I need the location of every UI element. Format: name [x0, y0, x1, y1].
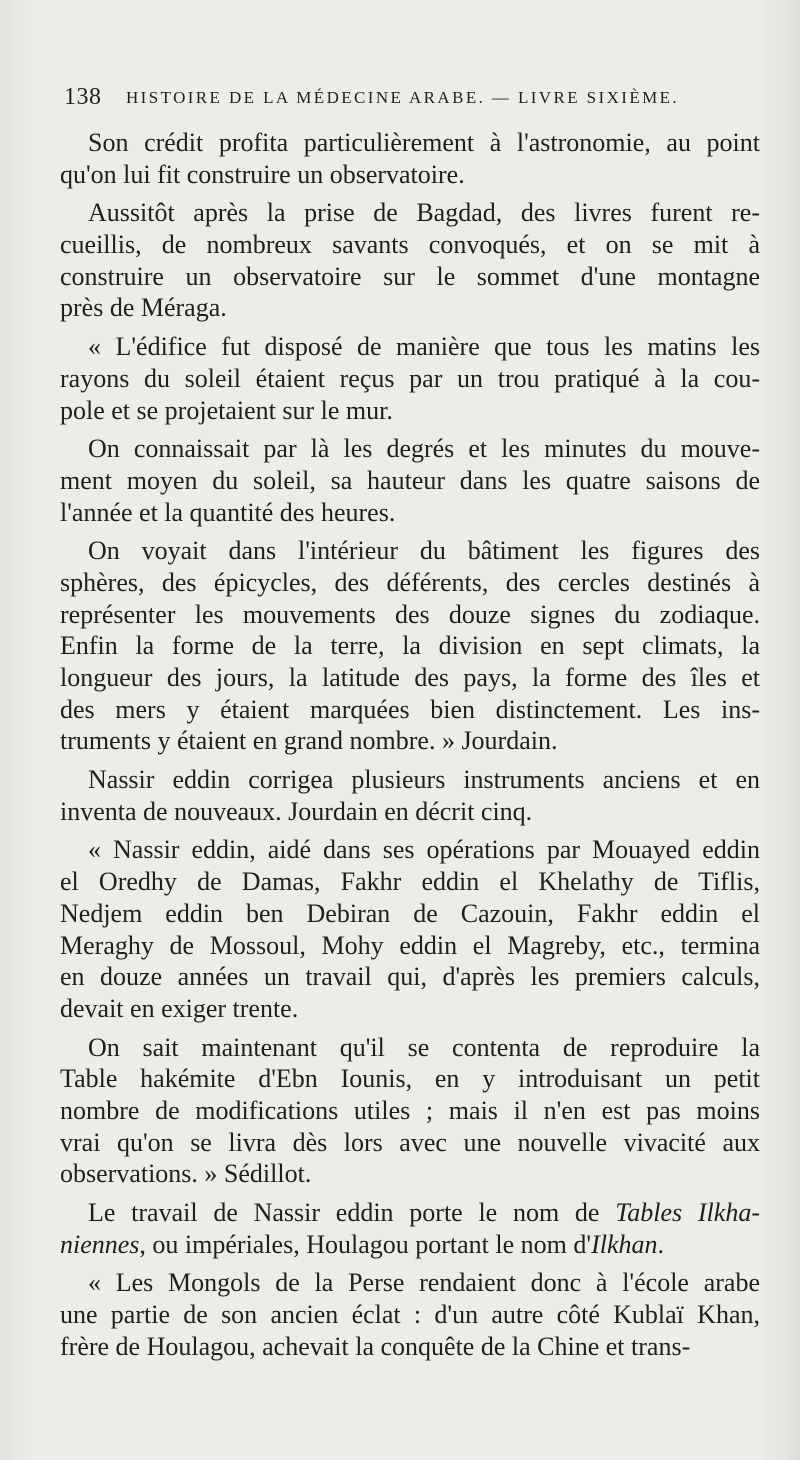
text-line: truments y étaient en grand nombre. » Jourdain.: [60, 726, 558, 756]
paragraph: [60, 1032, 760, 1190]
text-line: qu'on lui fit construire un observatoire.: [60, 159, 465, 189]
text-line: On sait maintenant qu'il se contenta de reproduire la: [88, 1032, 760, 1062]
page-number: 138: [64, 84, 102, 110]
paragraph: [60, 1197, 760, 1260]
text-line: longueur des jours, la latitude des pays, la forme des îles et: [60, 663, 760, 692]
page-header: [64, 84, 724, 116]
text-line: l'année et la quantité des heures.: [60, 497, 396, 527]
text-line: Aussitôt après la prise de Bagdad, des livres furent re-: [88, 198, 760, 228]
text-line: Nassir eddin corrigea plusieurs instruments anciens et en: [88, 765, 760, 795]
text-line: « Les Mongols de la Perse rendaient donc à l'école arabe: [88, 1268, 760, 1298]
text-line: devait en exiger trente.: [60, 993, 299, 1023]
text-line: rayons du soleil étaient reçus par un trou pratiqué à la cou-: [60, 363, 760, 393]
text-line: Son crédit profita particulièrement à l'astronomie, au point: [88, 128, 760, 157]
text-line: On voyait dans l'intérieur du bâtiment les figures des: [88, 536, 760, 566]
text-line: Table hakémite d'Ebn Iounis, en y introduisant un petit: [60, 1064, 760, 1094]
text-line: sphères, des épicycles, des déférents, des cercles destinés à: [60, 567, 760, 597]
text-line: construire un observatoire sur le sommet d'une montagne: [60, 261, 760, 291]
paragraph: [60, 764, 760, 827]
paragraph: [60, 834, 760, 1024]
paragraph: [60, 127, 760, 190]
text-line: niennes, ou impériales, Houlagou portant le nom d'Ilkhan.: [60, 1229, 664, 1259]
body-text: [60, 127, 760, 1369]
paragraph: [60, 331, 760, 426]
text-line: pole et se projetaient sur le mur.: [60, 395, 393, 425]
text-line: Meraghy de Mossoul, Mohy eddin el Magreby, etc., termina: [60, 930, 760, 960]
paragraph: [60, 1267, 760, 1362]
text-line: des mers y étaient marquées bien distinctement. Les ins-: [60, 694, 760, 724]
text-line: On connaissait par là les degrés et les minutes du mouve-: [88, 434, 760, 464]
text-line: Nedjem eddin ben Debiran de Cazouin, Fakhr eddin el: [60, 898, 760, 928]
text-line: el Oredhy de Damas, Fakhr eddin el Khelathy de Tiflis,: [60, 867, 760, 897]
text-line: observations. » Sédillot.: [60, 1159, 312, 1189]
text-line: « Nassir eddin, aidé dans ses opérations par Mouayed eddin: [88, 835, 760, 865]
text-line: ment moyen du soleil, sa hauteur dans les quatre saisons de: [60, 465, 760, 495]
paragraph: [60, 535, 760, 757]
running-head: HISTOIRE DE LA MÉDECINE ARABE. — LIVRE SIXIÈME.: [126, 88, 680, 107]
text-line: Le travail de Nassir eddin porte le nom de Tables Ilkha-: [88, 1198, 760, 1227]
paragraph: [60, 433, 760, 528]
text-line: une partie de son ancien éclat : d'un autre côté Kublaï Khan,: [60, 1300, 760, 1330]
text-line: près de Méraga.: [60, 293, 227, 323]
text-line: Enfin la forme de la terre, la division en sept climats, la: [60, 631, 760, 661]
text-line: inventa de nouveaux. Jourdain en décrit cinq.: [60, 796, 533, 826]
paragraph: [60, 197, 760, 324]
text-line: en douze années un travail qui, d'après les premiers calculs,: [60, 962, 760, 992]
text-line: vrai qu'on se livra dès lors avec une nouvelle vivacité aux: [60, 1127, 760, 1157]
text-line: « L'édifice fut disposé de manière que tous les matins les: [88, 332, 760, 362]
text-line: représenter les mouvements des douze signes du zodiaque.: [60, 599, 760, 629]
text-line: nombre de modifications utiles ; mais il n'en est pas moins: [60, 1095, 760, 1125]
text-line: cueillis, de nombreux savants convoqués, et on se mit à: [60, 230, 760, 260]
text-line: frère de Houlagou, achevait la conquête de la Chine et trans-: [60, 1331, 691, 1361]
